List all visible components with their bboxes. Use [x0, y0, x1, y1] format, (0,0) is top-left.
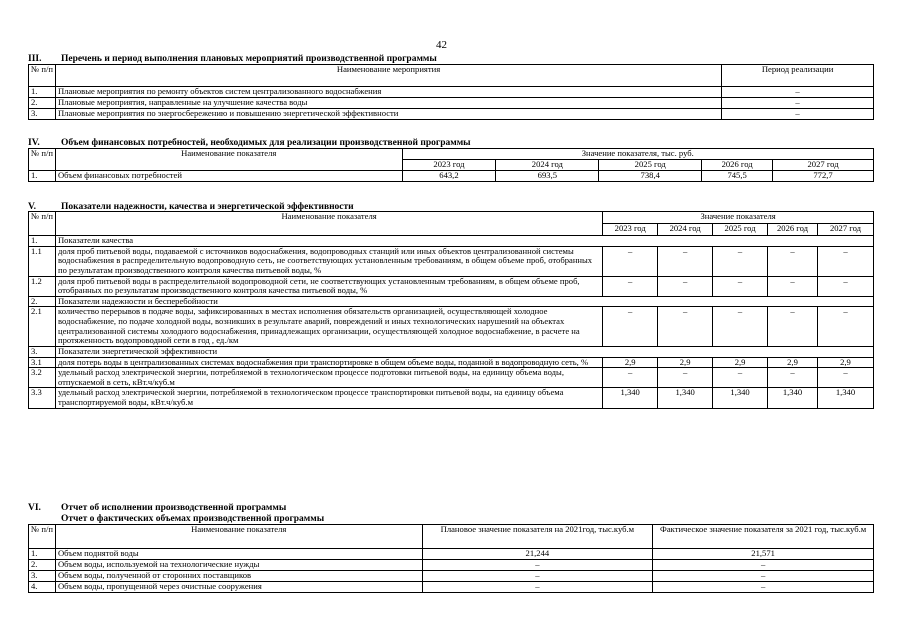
section-6-subtitle: Отчет о фактических объемах производственной программы	[61, 514, 325, 524]
row-number: 2.	[29, 296, 56, 307]
group-name: Показатели надежности и бесперебойности	[55, 296, 873, 307]
table-row	[29, 276, 874, 296]
table-row	[29, 307, 874, 347]
row-value: –	[817, 246, 873, 276]
col-header-num: № п/п	[29, 149, 56, 171]
section-3-table	[28, 64, 874, 120]
table-row	[29, 87, 874, 98]
row-value: –	[603, 368, 658, 388]
row-value: –	[768, 246, 818, 276]
page-number: 42	[436, 39, 447, 51]
row-name: удельный расход электрической энергии, потребляемой в технологическом процессе подготовки питьевой воды, на единицу объема воды, отпускаемой в сеть, кВт.ч/куб.м	[55, 368, 602, 388]
row-plan: –	[422, 571, 653, 582]
col-header-value: Значение показателя, тыс. руб.	[402, 149, 873, 160]
row-name: Объем поднятой воды	[55, 549, 422, 560]
row-value: 1,340	[768, 388, 818, 408]
row-period: –	[722, 98, 874, 109]
row-value: 1,340	[603, 388, 658, 408]
row-name: Объем воды, полученной от сторонних поставщиков	[55, 571, 422, 582]
table-row	[29, 571, 874, 582]
row-name: Объем воды, пропущенной через очистные сооружения	[55, 582, 422, 593]
row-value: –	[658, 307, 713, 347]
row-value: –	[713, 368, 768, 388]
section-4-heading: Объем финансовых потребностей, необходимых для реализации производственной программы	[61, 138, 471, 148]
row-fact: 21,571	[653, 549, 874, 560]
row-value: –	[603, 246, 658, 276]
row-number: 2.	[29, 98, 56, 109]
year-header: 2024 год	[496, 160, 599, 171]
row-value: –	[817, 368, 873, 388]
row-number: 1.	[29, 236, 56, 247]
group-row	[29, 296, 874, 307]
col-header-num: № п/п	[29, 212, 56, 236]
section-3-number: III.	[28, 54, 42, 64]
row-value: 693,5	[496, 171, 599, 182]
table-row	[29, 357, 874, 368]
row-number: 2.1	[29, 307, 56, 347]
table-row	[29, 246, 874, 276]
row-number: 1.	[29, 171, 56, 182]
row-value: 1,340	[817, 388, 873, 408]
row-value: –	[768, 368, 818, 388]
row-number: 2.	[29, 560, 56, 571]
year-header: 2026 год	[768, 224, 818, 236]
row-value: 2,9	[713, 357, 768, 368]
row-fact: –	[653, 571, 874, 582]
row-plan: 21,244	[422, 549, 653, 560]
row-number: 3.2	[29, 368, 56, 388]
year-header: 2026 год	[702, 160, 773, 171]
table-row	[29, 560, 874, 571]
row-value: 643,2	[402, 171, 496, 182]
row-value: –	[713, 276, 768, 296]
row-value: –	[768, 307, 818, 347]
table-row	[29, 549, 874, 560]
group-row	[29, 236, 874, 247]
col-header-name: Наименование показателя	[55, 149, 402, 171]
row-name: удельный расход электрической энергии, потребляемой в технологическом процессе транспортировки питьевой воды, на единицу объема транспортируемой воды, кВт.ч/куб.м	[55, 388, 602, 408]
row-value: 2,9	[658, 357, 713, 368]
row-number: 3.1	[29, 357, 56, 368]
row-number: 3.	[29, 109, 56, 120]
row-name: Объем финансовых потребностей	[55, 171, 402, 182]
row-value: –	[713, 246, 768, 276]
row-value: –	[817, 307, 873, 347]
row-name: Плановые мероприятия, направленные на улучшение качества воды	[55, 98, 721, 109]
row-value: –	[603, 307, 658, 347]
year-header: 2023 год	[402, 160, 496, 171]
row-value: 745,5	[702, 171, 773, 182]
col-header-name: Наименование мероприятия	[55, 65, 721, 87]
row-value: 2,9	[768, 357, 818, 368]
row-number: 1.1	[29, 246, 56, 276]
row-name: Плановые мероприятия по энергосбережению и повышению энергетической эффективности	[55, 109, 721, 120]
section-4-number: IV.	[28, 138, 40, 148]
col-header-period: Период реализации	[722, 65, 874, 87]
row-value: 2,9	[817, 357, 873, 368]
row-value: 772,7	[773, 171, 874, 182]
year-header: 2024 год	[658, 224, 713, 236]
table-row	[29, 368, 874, 388]
row-value: 738,4	[599, 171, 702, 182]
col-header-num: № п/п	[29, 525, 56, 549]
table-row	[29, 98, 874, 109]
section-6-heading: Отчет об исполнении производственной программы	[61, 503, 287, 513]
section-3-heading: Перечень и период выполнения плановых мероприятий производственной программы	[61, 54, 437, 64]
row-value: –	[658, 246, 713, 276]
row-value: 1,340	[713, 388, 768, 408]
row-number: 3.	[29, 346, 56, 357]
row-name: доля потерь воды в централизованных системах водоснабжения при транспортировке в общем объеме воды, поданной в водопроводную сеть, %	[55, 357, 602, 368]
row-value: –	[658, 368, 713, 388]
row-fact: –	[653, 582, 874, 593]
group-row	[29, 346, 874, 357]
row-number: 1.	[29, 87, 56, 98]
row-number: 3.	[29, 571, 56, 582]
group-name: Показатели энергетической эффективности	[55, 346, 873, 357]
section-6-title	[28, 503, 286, 513]
year-header: 2027 год	[773, 160, 874, 171]
section-4-table	[28, 148, 874, 182]
year-header: 2025 год	[713, 224, 768, 236]
section-4-title	[28, 138, 471, 148]
row-name: Объем воды, используемой на технологические нужды	[55, 560, 422, 571]
row-plan: –	[422, 582, 653, 593]
row-fact: –	[653, 560, 874, 571]
row-value: –	[768, 276, 818, 296]
col-header-value: Значение показателя	[603, 212, 874, 224]
row-value: –	[713, 307, 768, 347]
row-value: –	[603, 276, 658, 296]
section-5-number: V.	[28, 202, 37, 212]
group-name: Показатели качества	[55, 236, 873, 247]
section-5-table	[28, 211, 874, 409]
row-period: –	[722, 87, 874, 98]
row-value: 1,340	[658, 388, 713, 408]
table-row	[29, 171, 874, 182]
table-row	[29, 388, 874, 408]
row-name: количество перерывов в подаче воды, зафиксированных в местах исполнения обязательств организацией, осуществляющей холодное водоснабжение, по подаче холодной воды, возникших в результате аварий, повреждений и иных технологических нарушений на объектах централизованной системы холодного водоснабжения, принадлежащих организации, осуществляющей холодное водоснабжение, в расчете на протяженность водопроводной сети в год , ед./км	[55, 307, 602, 347]
row-number: 1.2	[29, 276, 56, 296]
year-header: 2025 год	[599, 160, 702, 171]
row-name: доля проб питьевой воды, подаваемой с источников водоснабжения, водопроводных станций или иных объектов централизованной системы водоснабжения в распределительную водопроводную сеть, не соответствующих установленным требованиям, в общем объеме проб, отобранных по результатам производственного контроля качества питьевой воды, %	[55, 246, 602, 276]
row-period: –	[722, 109, 874, 120]
col-header-name: Наименование показателя	[55, 212, 602, 236]
section-3-title	[28, 54, 437, 64]
year-header: 2027 год	[817, 224, 873, 236]
row-number: 1.	[29, 549, 56, 560]
row-number: 4.	[29, 582, 56, 593]
row-name: доля проб питьевой воды в распределительной водопроводной сети, не соответствующих установленным требованиям, в общем объеме проб, отобранных по результатам производственного контроля качества питьевой воды, %	[55, 276, 602, 296]
row-name: Плановые мероприятия по ремонту объектов систем централизованного водоснабжения	[55, 87, 721, 98]
row-plan: –	[422, 560, 653, 571]
table-row	[29, 109, 874, 120]
row-value: –	[658, 276, 713, 296]
table-row	[29, 582, 874, 593]
row-number: 3.3	[29, 388, 56, 408]
col-header-plan: Плановое значение показателя на 2021год, тыс.куб.м	[422, 525, 653, 549]
year-header: 2023 год	[603, 224, 658, 236]
col-header-num: № п/п	[29, 65, 56, 87]
section-6-table	[28, 524, 874, 593]
col-header-fact: Фактическое значение показателя за 2021 год, тыс.куб.м	[653, 525, 874, 549]
col-header-name: Наименование показателя	[55, 525, 422, 549]
section-6-number: VI.	[28, 503, 41, 513]
row-value: –	[817, 276, 873, 296]
section-5-heading: Показатели надежности, качества и энергетической эффективности	[61, 202, 354, 212]
row-value: 2,9	[603, 357, 658, 368]
